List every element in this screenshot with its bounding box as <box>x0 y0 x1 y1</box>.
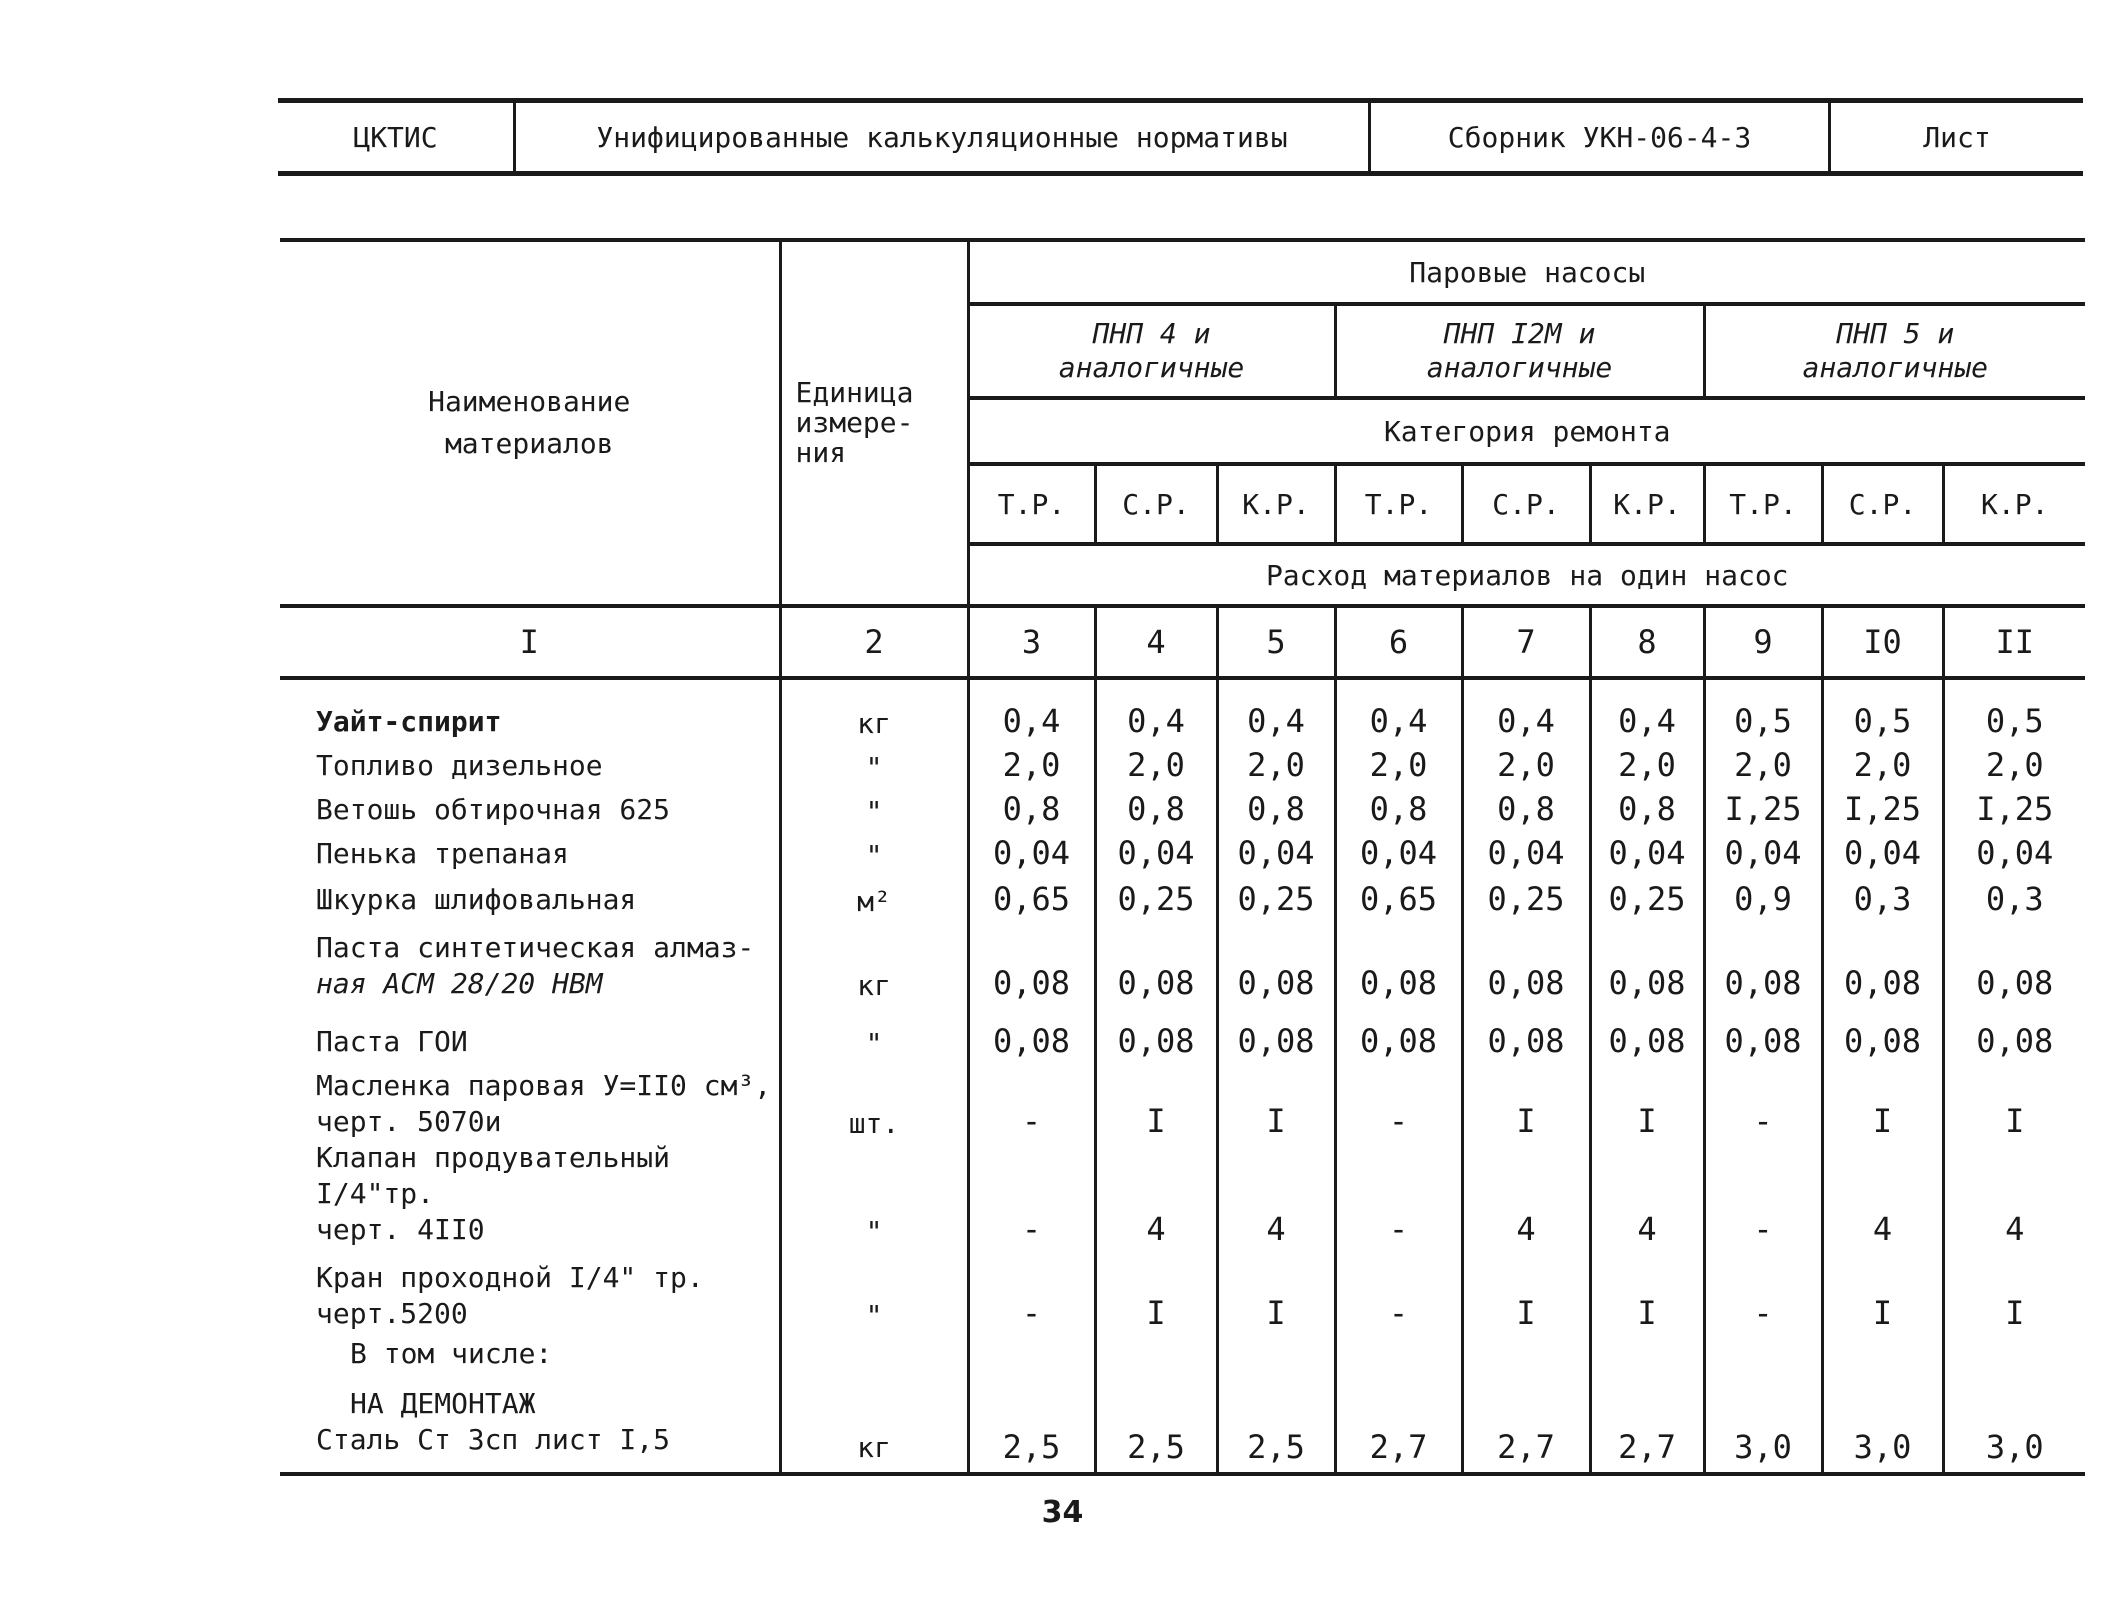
steam-pumps-header: Паровые насосы <box>968 240 2085 304</box>
material-unit: " <box>780 740 968 784</box>
value-cell: 0,4 <box>1590 678 1704 740</box>
material-name-line: черт.5200 <box>316 1297 468 1330</box>
included-label: В том числе: <box>350 1337 553 1370</box>
document-title: Унифицированные калькуляционные нормативы <box>513 103 1368 171</box>
value-cell: 0,04 <box>1217 828 1335 872</box>
value-cell: I <box>1590 1248 1704 1332</box>
material-name-line: Масленка паровая У=II0 см³, <box>316 1069 772 1102</box>
material-name: Сталь Ст 3сп лист I,5 <box>316 1423 671 1456</box>
value-cell: - <box>968 1248 1095 1332</box>
material-name-line: Паста синтетическая алмаз- <box>316 931 755 964</box>
table-row <box>280 828 2085 872</box>
value-cell: 0,8 <box>1462 784 1590 828</box>
value-cell: 0,08 <box>1704 918 1822 1002</box>
repair-cat: Т.Р. <box>1335 464 1462 544</box>
value-cell: 0,08 <box>1822 1002 1943 1060</box>
materials-table <box>280 238 2085 1476</box>
material-unit: " <box>780 784 968 828</box>
value-cell: - <box>968 1140 1095 1248</box>
value-cell: 0,08 <box>1217 1002 1335 1060</box>
value-cell: - <box>1335 1060 1462 1140</box>
value-cell: 2,0 <box>1704 740 1822 784</box>
value-cell: 0,8 <box>1335 784 1462 828</box>
value-cell: 0,08 <box>1943 1002 2085 1060</box>
value-cell: 4 <box>1590 1140 1704 1248</box>
value-cell: - <box>1335 1140 1462 1248</box>
value-cell: 2,7 <box>1335 1422 1462 1474</box>
value-cell: 2,0 <box>1943 740 2085 784</box>
table-row <box>280 1060 2085 1140</box>
value-cell: I <box>1822 1060 1943 1140</box>
value-cell: 2,7 <box>1590 1422 1704 1474</box>
value-cell: 2,0 <box>1822 740 1943 784</box>
value-cell: 0,04 <box>1462 828 1590 872</box>
value-cell: 0,3 <box>1822 872 1943 918</box>
col-number: 8 <box>1590 606 1704 678</box>
material-unit: " <box>780 1002 968 1060</box>
value-cell: 0,4 <box>1462 678 1590 740</box>
value-cell: 0,08 <box>1462 1002 1590 1060</box>
material-unit: м² <box>780 872 968 918</box>
value-cell: 0,25 <box>1095 872 1217 918</box>
value-cell: I <box>1462 1248 1590 1332</box>
material-name-line: Клапан продувательный I/4"тр. <box>316 1141 671 1210</box>
col-number: 2 <box>780 606 968 678</box>
value-cell: 4 <box>1462 1140 1590 1248</box>
value-cell: 2,7 <box>1462 1422 1590 1474</box>
table-row <box>280 872 2085 918</box>
material-unit: кг <box>780 918 968 1002</box>
value-cell: 0,08 <box>1943 918 2085 1002</box>
value-cell: 0,04 <box>1822 828 1943 872</box>
material-name: Топливо дизельное <box>316 749 603 782</box>
repair-category-header: Категория ремонта <box>968 398 2085 464</box>
value-cell: 0,08 <box>1217 918 1335 1002</box>
value-cell: 0,08 <box>1590 918 1704 1002</box>
value-cell: 0,08 <box>1095 1002 1217 1060</box>
material-unit: " <box>780 828 968 872</box>
value-cell: 2,0 <box>1462 740 1590 784</box>
material-name: Шкурка шлифовальная <box>316 883 637 916</box>
material-name-line: Кран проходной I/4" тр. <box>316 1261 704 1294</box>
value-cell: 0,04 <box>1704 828 1822 872</box>
value-cell: 0,08 <box>968 918 1095 1002</box>
col-number: I <box>519 623 539 661</box>
unit-header: Единица измере-ния <box>780 240 968 606</box>
org-name: ЦКТИС <box>353 120 438 154</box>
group-pnp4: ПНП 4 и аналогичные <box>968 304 1335 398</box>
col-number: 9 <box>1704 606 1822 678</box>
value-cell: 3,0 <box>1822 1422 1943 1474</box>
value-cell: 0,04 <box>1335 828 1462 872</box>
value-cell: 0,04 <box>1590 828 1704 872</box>
material-unit: кг <box>780 678 968 740</box>
value-cell: 4 <box>1095 1140 1217 1248</box>
value-cell: 0,8 <box>1095 784 1217 828</box>
value-cell: I <box>1590 1060 1704 1140</box>
material-name: Пенька трепаная <box>316 837 569 870</box>
value-cell: - <box>1704 1140 1822 1248</box>
value-cell: 2,0 <box>1217 740 1335 784</box>
value-cell: 0,08 <box>1590 1002 1704 1060</box>
collection-code: Сборник УКН-06-4-3 <box>1368 103 1828 171</box>
value-cell: 0,65 <box>1335 872 1462 918</box>
table-body <box>280 678 2085 1474</box>
dismantle-label: НА ДЕМОНТАЖ <box>350 1387 536 1420</box>
material-name <box>280 1140 780 1248</box>
repair-cat: С.Р. <box>1462 464 1590 544</box>
materials-name-header: Наименование материалов <box>428 385 631 460</box>
value-cell: 0,08 <box>1822 918 1943 1002</box>
value-cell: 0,5 <box>1943 678 2085 740</box>
value-cell: 4 <box>1217 1140 1335 1248</box>
material-unit: " <box>780 1248 968 1332</box>
value-cell: I <box>1943 1060 2085 1140</box>
material-unit: " <box>780 1140 968 1248</box>
value-cell: I <box>1217 1248 1335 1332</box>
value-cell: 0,04 <box>1095 828 1217 872</box>
table-row <box>280 1372 2085 1422</box>
value-cell: 2,0 <box>1095 740 1217 784</box>
repair-cat: К.Р. <box>1217 464 1335 544</box>
value-cell: I <box>1095 1060 1217 1140</box>
material-unit: шт. <box>780 1060 968 1140</box>
value-cell: 0,25 <box>1462 872 1590 918</box>
repair-cat: С.Р. <box>1822 464 1943 544</box>
col-number: II <box>1943 606 2085 678</box>
value-cell: - <box>968 1060 1095 1140</box>
material-name-line: ная АСМ 28/20 НВМ <box>316 967 603 1000</box>
value-cell: 2,5 <box>968 1422 1095 1474</box>
material-name <box>280 1248 780 1332</box>
value-cell: 0,4 <box>1335 678 1462 740</box>
col-number: 5 <box>1217 606 1335 678</box>
col-number: 6 <box>1335 606 1462 678</box>
material-name: Уайт-спирит <box>316 705 502 738</box>
value-cell: 2,5 <box>1095 1422 1217 1474</box>
value-cell: 0,08 <box>1335 918 1462 1002</box>
value-cell: 2,0 <box>1590 740 1704 784</box>
repair-cat: С.Р. <box>1095 464 1217 544</box>
repair-cat: Т.Р. <box>968 464 1095 544</box>
value-cell: 0,4 <box>968 678 1095 740</box>
value-cell: 4 <box>1943 1140 2085 1248</box>
table-row <box>280 678 2085 740</box>
value-cell: 0,5 <box>1822 678 1943 740</box>
value-cell: 0,5 <box>1704 678 1822 740</box>
value-cell: I <box>1822 1248 1943 1332</box>
table-row <box>280 1332 2085 1372</box>
value-cell: 3,0 <box>1704 1422 1822 1474</box>
value-cell: 2,0 <box>968 740 1095 784</box>
page-number: 34 <box>1041 1495 1084 1530</box>
value-cell: 0,8 <box>968 784 1095 828</box>
table-row <box>280 1422 2085 1474</box>
value-cell: - <box>1335 1248 1462 1332</box>
group-pnp5: ПНП 5 и аналогичные <box>1704 304 2085 398</box>
table-row <box>280 1002 2085 1060</box>
table-row <box>280 918 2085 1002</box>
table-row <box>280 1248 2085 1332</box>
table-row <box>280 1140 2085 1248</box>
value-cell: 3,0 <box>1943 1422 2085 1474</box>
table-row <box>280 784 2085 828</box>
value-cell: 0,4 <box>1095 678 1217 740</box>
sheet-label: Лист <box>1828 103 2083 171</box>
value-cell: 2,0 <box>1335 740 1462 784</box>
document-header <box>278 98 2083 176</box>
value-cell: 0,08 <box>1704 1002 1822 1060</box>
value-cell: 0,08 <box>1335 1002 1462 1060</box>
value-cell: 2,5 <box>1217 1422 1335 1474</box>
material-name-line: черт. 4II0 <box>316 1213 485 1246</box>
value-cell: 0,8 <box>1217 784 1335 828</box>
material-name: Паста ГОИ <box>316 1025 468 1058</box>
value-cell: 0,8 <box>1590 784 1704 828</box>
value-cell: - <box>1704 1248 1822 1332</box>
value-cell: - <box>1704 1060 1822 1140</box>
value-cell: I,25 <box>1704 784 1822 828</box>
col-number: 4 <box>1095 606 1217 678</box>
value-cell: 0,08 <box>1095 918 1217 1002</box>
repair-cat: К.Р. <box>1590 464 1704 544</box>
repair-cat: Т.Р. <box>1704 464 1822 544</box>
value-cell: 0,4 <box>1217 678 1335 740</box>
material-unit: кг <box>780 1422 968 1474</box>
value-cell: I,25 <box>1822 784 1943 828</box>
value-cell: 0,04 <box>1943 828 2085 872</box>
value-cell: 0,25 <box>1217 872 1335 918</box>
value-cell: 0,25 <box>1590 872 1704 918</box>
value-cell: I <box>1217 1060 1335 1140</box>
material-name <box>280 918 780 1002</box>
consumption-header: Расход материалов на один насос <box>968 544 2085 606</box>
col-number: 7 <box>1462 606 1590 678</box>
value-cell: I <box>1943 1248 2085 1332</box>
value-cell: 0,04 <box>968 828 1095 872</box>
value-cell: 0,65 <box>968 872 1095 918</box>
value-cell: I,25 <box>1943 784 2085 828</box>
repair-cat: К.Р. <box>1943 464 2085 544</box>
value-cell: 0,3 <box>1943 872 2085 918</box>
material-name-line: черт. 5070и <box>316 1105 502 1138</box>
material-name: Ветошь обтирочная 625 <box>316 793 671 826</box>
table-row <box>280 740 2085 784</box>
value-cell: 4 <box>1822 1140 1943 1248</box>
value-cell: I <box>1462 1060 1590 1140</box>
value-cell: 0,08 <box>968 1002 1095 1060</box>
value-cell: I <box>1095 1248 1217 1332</box>
material-name <box>280 1060 780 1140</box>
col-number: I0 <box>1822 606 1943 678</box>
value-cell: 0,08 <box>1462 918 1590 1002</box>
value-cell: 0,9 <box>1704 872 1822 918</box>
col-number: 3 <box>968 606 1095 678</box>
group-pnp12m: ПНП I2М и аналогичные <box>1335 304 1704 398</box>
